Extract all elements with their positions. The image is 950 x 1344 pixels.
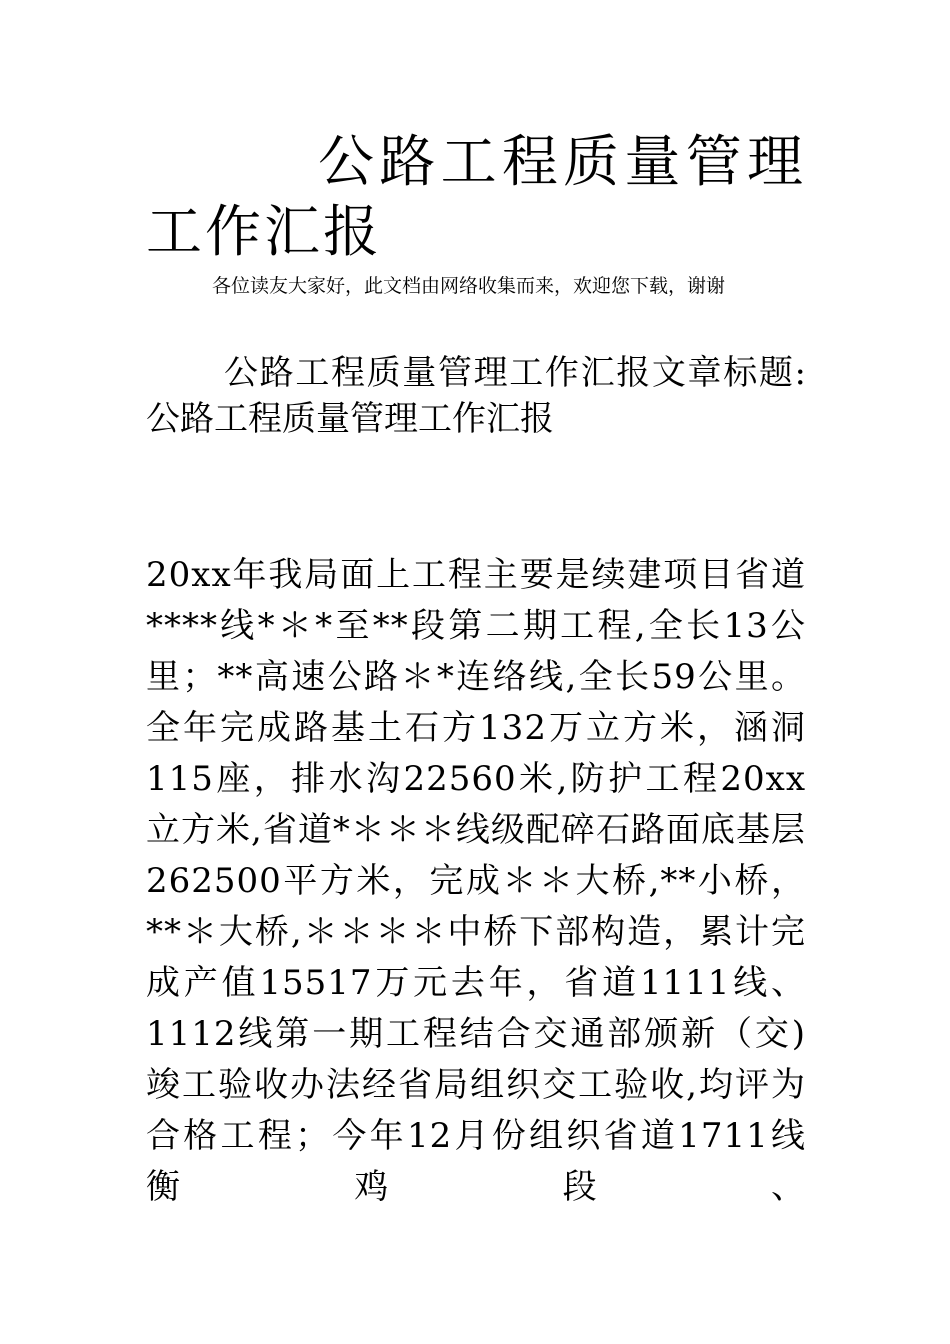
document-subtitle: 公路工程质量管理工作汇报文章标题:公路工程质量管理工作汇报: [146, 353, 806, 439]
document-title: 公路工程质量管理工作汇报: [146, 130, 806, 265]
body-paragraph: 20xx年我局面上工程主要是续建项目省道****线*＊*至**段第二期工程,全长13公里；**高速公路＊*连络线,全长59公里。全年完成路基土石方132万立方米，涵洞115座，排水沟22560米,防护工程20xx立方米,省道*＊＊＊线级配碎石路面底基层262500平方米，完成＊＊大桥,**小桥，**＊大桥,＊＊＊＊中桥下部构造，累计完成产值15517万元去年，省道1111线、1112线第一期工程结合交通部颁新（交)竣工验收办法经省局组织交工验收,均评为合格工程；今年12月份组织省道1711线衡鸡段、: [146, 555, 806, 1207]
download-notice: 各位读友大家好，此文档由网络收集而来，欢迎您下载，谢谢: [212, 275, 726, 297]
document-page: [146, 128, 806, 1213]
